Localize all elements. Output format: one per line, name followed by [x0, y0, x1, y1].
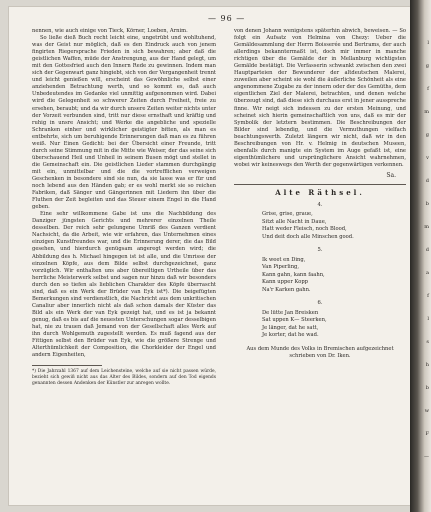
riddle-5	[234, 247, 406, 294]
riddle-number: 6.	[317, 300, 323, 307]
margin-mark: b	[425, 385, 429, 391]
riddle-6	[234, 300, 406, 339]
riddle-4	[234, 202, 406, 241]
riddle-line: Grise, grise, graue,	[262, 211, 313, 218]
margin-mark: f	[427, 293, 429, 299]
margin-mark: g	[425, 132, 429, 138]
source-note-line-2: schrieben von Dr. Iken.	[289, 353, 351, 360]
left-paragraph-3: Eine sehr willkommene Gabe ist uns die Nachbildung des Danziger jüngsten Gerichts und mehrerer einzelnen Theile desselben. Der reich sehr gelungene Umriß des Ganzen verdient Nachsicht, da die Arbeit, wie wir erfahren, das Unternehmen eines einzigen Kunstfreundes war, und die Erinnerung derer, die das Bild gesehen, und hierdurch genügsam angeregt werden wird; die Abbildung des h. Michael hingegen ist ist alle, und die Umrisse der einzelnen Köpfe, aus dem Bilde selbst durchgezeichnet, ganz vorzüglich. Wir enthalten uns aber übereiltigen Urtheile über das herrliche Meisterwerk selbst und sagen nur hinzu daß wir besonders durch den so tiefen als lieblichen Charakter des Köpfe überrascht sind, daß es ein Werk der Brüder van Eyk ist*). Die beigefügten Bemerkungen sind verdienstlich, die Nachricht aus dem unkritischen Canaliur aber innerlich nicht als daß schon damals der Küster das Bild als ein Werk der van Eyk gezeigt hat, und es ist ja bekannt genug, daß es bis auf die neuesten Unterschungen sogar desselbigen hat, nie zu trauen daß Jemand von der Gesellschaft alles Werk auf ihn durch Wohlgemuth zugestellt werden. Es muß fagend aus der Fittigen selbst den Brüder van Eyk, wie die größere Strenge und Alterthümlichkeit der Composition, die Chorkleider der Engel und andern Eigenheiten,	[32, 211, 216, 359]
margin-mark: l	[427, 40, 429, 46]
margin-mark: s	[426, 339, 429, 345]
margin-mark: v	[426, 155, 429, 161]
margin-mark: m	[424, 224, 429, 230]
right-paragraph-1: von denen Johann wenigstens späterhin abwich, beweisen. — So folgt ein Aufsatz von Helmina von Chezy: Ueber die Gemäldesammlung der Herrn Boisserée und Bertrams, der auch allerdings bekanntermaßt ist, doch mir immer in manche richtigen über die Gemälde der in Mellanburg wichtigsten Gemälde bestätigt. Die Verfasserin schwankt zwischen den zwei Hauptparteien der Bewunderer der altdeutschen Malerei, zuweilen aber scheint sie wohl die äußerliche Schönheit als eine angenommene Zugabe zu der innern oder der des Gemüths, dem eigentlichen Ziel der Malerei, betrachten, und denen welche überzeugt sind, daß diese sich durchaus erst in jener ausspreche finne. Wir neigt sich indessen zu der ersten Meinung, und scheinet sich hierin gemeinschaftlich von uns, daß es mir der Symbolik der letztern bestimmen. Die Beschreibungen der Bilder sind lebendig, und die Vermuthungen vielfach beachtungswerth. Zuletzt längern wir nicht, daß wir in den Beschreibungen von Hr. v. Helmig in deutschen Museen, ebenfalls durch manigte ein System im Auge gefaßt ist, eine eigenthümlichere und ursprünglichere Ansicht wahrnehmen, wobei wir keineswegs den Werth der gegenwärtigen verkennen.	[234, 28, 406, 168]
riddle-number: 5.	[317, 247, 323, 254]
riddle-line: Und deit doch alle Minschen good.	[262, 233, 354, 240]
riddle-line: Ik weet en Ding,	[262, 256, 306, 263]
right-column	[234, 28, 406, 360]
source-note-line-1: Aus dem Munde des Volks in Bremischen aufgezeichnet	[246, 345, 394, 352]
riddle-line: De lütte Jan Breisken	[262, 309, 319, 316]
riddles-title: Alte Räthsel.	[275, 187, 365, 197]
margin-mark: a	[426, 270, 429, 276]
margin-mark: d	[425, 178, 429, 184]
margin-mark: d	[425, 247, 429, 253]
margin-mark: l	[427, 316, 429, 322]
margin-mark: f	[427, 86, 429, 92]
book-page	[8, 6, 420, 506]
left-paragraph-2: So ließe dieß Buch recht leicht eine, ungetrübt und wohltuhend, was der Geist nur möglich, daß es den Eindruck auch von jenem fingirten Riegersprache Frieden in sich bewahren; aber daß die geistlichen Waffen, müde der Anstrengung, aus der Hand gelegt, um mit den Gottesfried auch den Innern Rede zu gewinnen. Indem man sich der Gegenwart ganz hingiebt, sich von der Vergangenheit trennt und leicht genießen will, erscheint das Gewöhnliche selbst einer anziehenden Betrachtung werth, und so kommt es, daß auch Unbedeutendes im Gedanke viel unmittig aufgenommen wird. Dabei wird die Gelegenheit so schwerer Zeiten durch Freiheit, freie zu ersehen, beraubt; und da wir durch unsere Zeiten weiter nichts unter der Vorzeit verbunden sind, tritt nur diese ernsthaft und kräftig und ruhig in unsre Ansicht; und Werke die angebliche und spezielle Schranken einher und wirklicher geistigter bitten, als man es entbehrte, sich um beruhigende Erinnerungen daß man es zu führen weiß. Nur Einen Gedicht: bei der Übersicht einer Freunde, tritt durch seine Stimmung mit in die Mitte wie Weiser, der das seine sich überschauend Heil und Unheil in seinem Busen mögt und stellet in die Gemeinschaft ein. Die geistlichen Lieder stammen durchgängig mit ein, unmittelbar und die die vortrefflichen verweigen Geschenken in besondere sind sie nun, da sie lasse was er für und noch lebend aus den Händen gab; er es wohl merkt sie so reichen Fabriken, daß Sänger und Gängerinnen mit Liedern ihn über die Fluthen der Zeit begleiten und das Steuer einem Engel in die Hand geben.	[32, 35, 216, 211]
riddle-line: Sat uppen K— Steerken,	[262, 317, 327, 324]
riddle-line: Sitzt alle Nacht in Daue,	[262, 218, 327, 225]
riddle-line: Je korter, dat he wad.	[262, 332, 319, 339]
left-column	[32, 28, 216, 387]
riddle-line: Kann upper Kopp	[262, 279, 308, 286]
left-paragraph-1: nennen, wie auch einige von Tieck, Körner, Loeben, Arnim.	[32, 28, 188, 34]
margin-mark: F	[425, 431, 429, 437]
page-number: — 96 —	[208, 14, 246, 23]
signature: Sa.	[386, 171, 396, 179]
margin-mark: w	[424, 408, 429, 414]
riddle-line: Van Piperling,	[262, 264, 300, 271]
source-note	[234, 346, 406, 360]
margin-mark: g	[425, 63, 429, 69]
book-binding-shadow	[410, 0, 431, 512]
riddle-number: 4.	[317, 202, 323, 209]
riddle-line: Kann gahn, kann faahn,	[262, 271, 325, 278]
margin-mark: h	[425, 362, 429, 368]
riddle-line: Je länger, dat he satt,	[262, 324, 319, 331]
margin-mark: —	[424, 454, 429, 460]
footnote-divider	[32, 365, 102, 366]
margin-mark: m	[424, 109, 429, 115]
riddle-line: Hatt weder Fleisch, noch Blood,	[262, 226, 347, 233]
section-divider	[234, 184, 406, 185]
margin-mark: b	[425, 201, 429, 207]
riddle-line: Na'r Karken gahn.	[262, 286, 311, 293]
footnote: *) Die Jahrzahl 1367 auf dem Leichensteine, welche auf sie nicht passen würde, bezieht sich gewiß nicht aus das Alter des Bildes, sondern auf den Tod eigends genannten dessen Andenken der Künstler zur anregen wollte.	[32, 369, 216, 387]
